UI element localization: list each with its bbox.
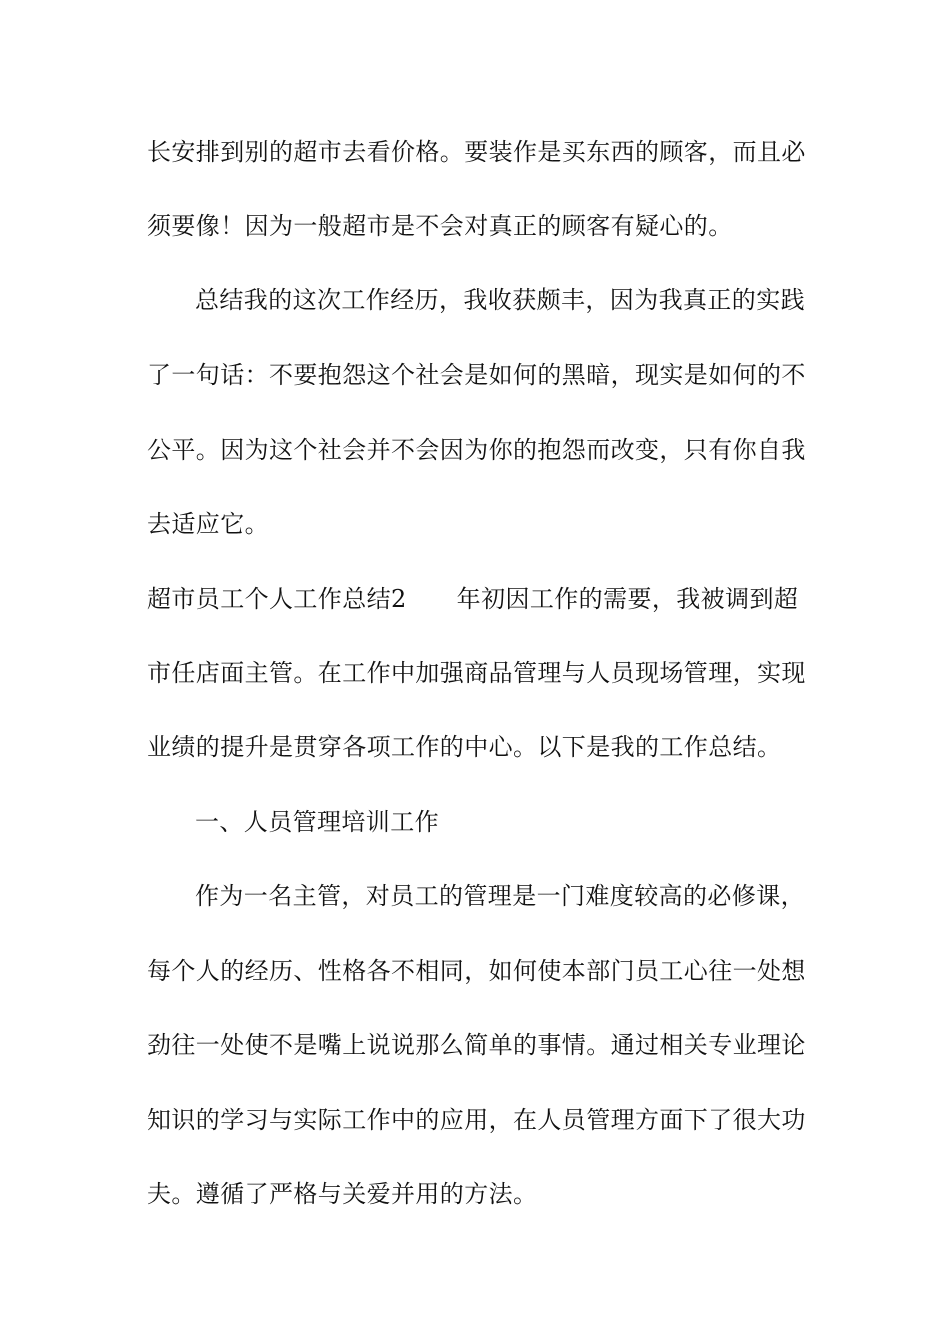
paragraph-line: 公平。因为这个社会并不会因为你的抱怨而改变，只有你自我 [147, 436, 806, 464]
paragraph-line: 长安排到别的超市去看价格。要装作是买东西的顾客，而且必 [147, 138, 806, 166]
paragraph-line: 业绩的提升是贯穿各项工作的中心。以下是我的工作总结。 [147, 733, 782, 761]
paragraph-line: 须要像！因为一般超市是不会对真正的顾客有疑心的。 [147, 212, 733, 240]
paragraph-line: 劲往一处使不是嘴上说说那么简单的事情。通过相关专业理论 [147, 1031, 806, 1059]
paragraph-line: 夫。遵循了严格与关爱并用的方法。 [147, 1180, 538, 1208]
paragraph-line: 去适应它。 [147, 510, 269, 538]
paragraph-line: 市任店面主管。在工作中加强商品管理与人员现场管理，实现 [147, 659, 806, 687]
paragraph-line: 了一句话：不要抱怨这个社会是如何的黑暗，现实是如何的不 [147, 361, 806, 389]
paragraph-line: 每个人的经历、性格各不相同，如何使本部门员工心往一处想 [147, 957, 806, 985]
paragraph-line: 知识的学习与实际工作中的应用，在人员管理方面下了很大功 [147, 1106, 806, 1134]
paragraph-line: 作为一名主管，对员工的管理是一门难度较高的必修课， [195, 882, 805, 910]
paragraph-text: 年初因工作的需要，我被调到超 [456, 585, 799, 613]
subsection-heading: 一、人员管理培训工作 [195, 808, 439, 836]
paragraph-line: 总结我的这次工作经历，我收获颇丰，因为我真正的实践 [195, 286, 805, 314]
section-heading-line [147, 584, 798, 614]
section-title: 超市员工个人工作总结2 [147, 585, 407, 613]
